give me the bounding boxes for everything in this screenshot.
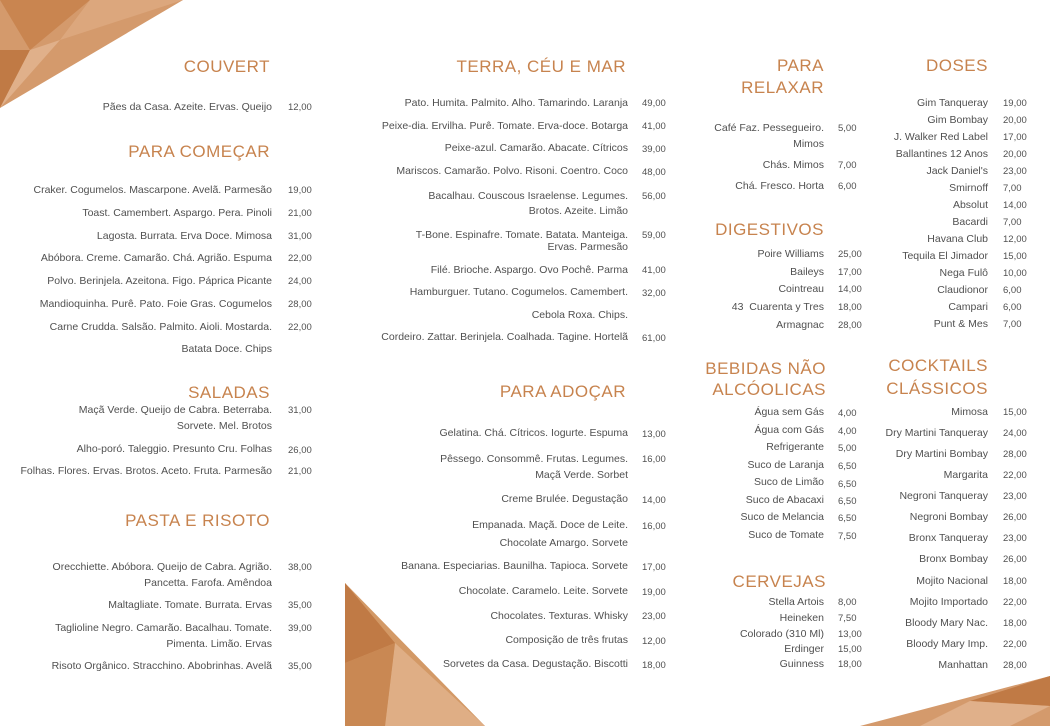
menu-item-price: 17,00 bbox=[838, 267, 862, 278]
menu-item-name: 43 Cuarenta y Tres bbox=[731, 301, 824, 313]
menu-item-price: 19,00 bbox=[642, 587, 666, 598]
menu-item-name: Bronx Bombay bbox=[919, 553, 988, 565]
menu-item-price: 24,00 bbox=[1003, 428, 1027, 439]
menu-item-price: 32,00 bbox=[642, 288, 666, 299]
menu-item-name: Tequila El Jimador bbox=[902, 250, 988, 262]
section-title-couvert: COUVERT bbox=[183, 57, 270, 76]
menu-item-price: 4,00 bbox=[838, 408, 857, 419]
menu-item-name: Cordeiro. Zattar. Berinjela. Coalhada. Tagine. Hortelã bbox=[381, 331, 628, 343]
menu-item-name: Pães da Casa. Azeite. Ervas. Queijo bbox=[102, 101, 272, 113]
menu-item-price: 6,50 bbox=[838, 479, 857, 490]
menu-item-name: Folhas. Flores. Ervas. Brotos. Aceto. Fruta. Parmesão bbox=[20, 465, 272, 477]
menu-item-name: Batata Doce. Chips bbox=[181, 343, 272, 355]
menu-item-name: Toast. Camembert. Aspargo. Pera. Pinoli bbox=[82, 207, 272, 219]
menu-item-name: Havana Club bbox=[927, 233, 988, 245]
menu-item-price: 7,50 bbox=[838, 531, 857, 542]
menu-item-price: 14,00 bbox=[838, 284, 862, 295]
menu-item-name: Cointreau bbox=[778, 283, 824, 295]
menu-item-price: 31,00 bbox=[288, 405, 312, 416]
menu-item-name: Gim Bombay bbox=[927, 114, 988, 126]
menu-item-price: 26,00 bbox=[288, 445, 312, 456]
section-title-para-relaxar: PARA bbox=[776, 56, 824, 75]
menu-item-name: Chocolate. Caramelo. Leite. Sorvete bbox=[458, 585, 628, 597]
menu-item-price: 16,00 bbox=[642, 521, 666, 532]
menu-item-price: 28,00 bbox=[288, 299, 312, 310]
bottom-center-decoration bbox=[345, 583, 485, 726]
menu-item-price: 26,00 bbox=[1003, 554, 1027, 565]
menu-item-price: 24,00 bbox=[288, 276, 312, 287]
menu-item-name: Negroni Bombay bbox=[909, 511, 988, 523]
menu-item-name: Maçã Verde. Queijo de Cabra. Beterraba. bbox=[78, 404, 272, 416]
menu-item-name-line2: Mimos bbox=[793, 138, 824, 150]
menu-item-name: Poire Williams bbox=[757, 248, 824, 260]
menu-item-name: Dry Martini Bombay bbox=[895, 448, 988, 460]
menu-item-price: 15,00 bbox=[1003, 407, 1027, 418]
section-title-saladas: SALADAS bbox=[188, 383, 270, 402]
menu-item-name: Carne Crudda. Salsão. Palmito. Aioli. Mostarda. bbox=[49, 321, 272, 333]
menu-item-price: 7,00 bbox=[1003, 183, 1022, 194]
menu-item-name: Mimosa bbox=[951, 406, 988, 418]
menu-item-name: Pêssego. Consommê. Frutas. Legumes. bbox=[440, 453, 628, 465]
menu-item-price: 18,00 bbox=[1003, 618, 1027, 629]
menu-item-price: 16,00 bbox=[642, 454, 666, 465]
menu-item-price: 23,00 bbox=[642, 611, 666, 622]
menu-item-name: Hamburguer. Tutano. Cogumelos. Camembert. bbox=[409, 286, 628, 298]
menu-item-name-line2: Chocolate Amargo. Sorvete bbox=[499, 537, 628, 549]
menu-item-name: Heineken bbox=[779, 612, 824, 624]
menu-item-name: Suco de Tomate bbox=[748, 529, 824, 541]
menu-item-price: 41,00 bbox=[642, 121, 666, 132]
menu-item-price: 6,00 bbox=[1003, 302, 1022, 313]
menu-item-price: 17,00 bbox=[642, 562, 666, 573]
menu-item-name-line2: Ervas. Parmesão bbox=[547, 241, 628, 253]
menu-item-name: Gim Tanqueray bbox=[916, 97, 988, 109]
menu-item-price: 8,00 bbox=[838, 597, 857, 608]
menu-item-name: Suco de Limão bbox=[753, 476, 824, 488]
menu-item-name: Peixe-azul. Camarão. Abacate. Cítricos bbox=[444, 142, 628, 154]
menu-item-price: 12,00 bbox=[642, 636, 666, 647]
menu-item-price: 6,00 bbox=[1003, 285, 1022, 296]
menu-item-name: Jack Daniel's bbox=[926, 165, 988, 177]
menu-item-name: Sorvetes da Casa. Degustação. Biscotti bbox=[442, 658, 628, 670]
menu-item-price: 17,00 bbox=[1003, 132, 1027, 143]
menu-item-name: Guinness bbox=[779, 658, 824, 670]
menu-item-name: Água com Gás bbox=[754, 424, 824, 436]
menu-item-name: Claudionor bbox=[937, 284, 988, 296]
menu-item-price: 7,00 bbox=[1003, 319, 1022, 330]
menu-item-name: Bloody Mary Imp. bbox=[906, 638, 988, 650]
menu-item-name: Água sem Gás bbox=[754, 406, 824, 418]
menu-item-price: 6,00 bbox=[838, 181, 857, 192]
menu-item-name: Ballantines 12 Anos bbox=[895, 148, 988, 160]
menu-item-price: 21,00 bbox=[288, 466, 312, 477]
menu-item-price: 6,50 bbox=[838, 461, 857, 472]
menu-item-name: Erdinger bbox=[784, 643, 824, 655]
section-title-doses: DOSES bbox=[925, 56, 988, 75]
menu-item-name: Bacardi bbox=[952, 216, 988, 228]
menu-item-price: 13,00 bbox=[838, 629, 862, 640]
menu-item-price: 41,00 bbox=[642, 265, 666, 276]
section-title-cocktails-line2: CLÁSSICOS bbox=[886, 379, 988, 398]
menu-item-name: T-Bone. Espinafre. Tomate. Batata. Manteiga. bbox=[415, 229, 628, 241]
menu-item-price: 23,00 bbox=[1003, 533, 1027, 544]
menu-item-price: 18,00 bbox=[1003, 576, 1027, 587]
top-left-decoration bbox=[0, 0, 190, 110]
menu-item-name: Armagnac bbox=[776, 319, 824, 331]
menu-item-price: 28,00 bbox=[1003, 660, 1027, 671]
menu-item-name: Empanada. Maçã. Doce de Leite. bbox=[472, 519, 628, 531]
section-title-para-comecar: PARA COMEÇAR bbox=[128, 142, 270, 161]
section-title-digestivos: DIGESTIVOS bbox=[715, 220, 824, 239]
menu-item-price: 22,00 bbox=[288, 253, 312, 264]
menu-item-price: 22,00 bbox=[1003, 639, 1027, 650]
menu-item-name: Refrigerante bbox=[766, 441, 824, 453]
bottom-right-decoration bbox=[860, 676, 1050, 726]
menu-item-price: 19,00 bbox=[288, 185, 312, 196]
menu-item-name: Manhattan bbox=[938, 659, 988, 671]
menu-item-price: 18,00 bbox=[642, 660, 666, 671]
menu-item-price: 49,00 bbox=[642, 98, 666, 109]
menu-item-price: 35,00 bbox=[288, 661, 312, 672]
menu-item-price: 56,00 bbox=[642, 191, 666, 202]
menu-item-price: 26,00 bbox=[1003, 512, 1027, 523]
section-title-bebidas-nao-alcoolicas: BEBIDAS NÃO bbox=[705, 359, 826, 378]
menu-item-price: 7,00 bbox=[838, 160, 857, 171]
menu-item-price: 22,00 bbox=[1003, 597, 1027, 608]
menu-item-price: 18,00 bbox=[838, 659, 862, 670]
menu-item-name: Bacalhau. Couscous Israelense. Legumes. bbox=[428, 190, 628, 202]
menu-item-price: 18,00 bbox=[838, 302, 862, 313]
section-title-pasta-e-risoto: PASTA E RISOTO bbox=[125, 511, 270, 530]
menu-item-price: 20,00 bbox=[1003, 149, 1027, 160]
menu-item-name-line2: Sorvete. Mel. Brotos bbox=[176, 420, 272, 432]
menu-item-name: Suco de Laranja bbox=[747, 459, 824, 471]
menu-item-price: 22,00 bbox=[1003, 470, 1027, 481]
menu-item-name: Creme Brulée. Degustação bbox=[501, 493, 628, 505]
menu-item-price: 14,00 bbox=[642, 495, 666, 506]
menu-item-name: Colorado (310 Ml) bbox=[739, 628, 824, 640]
menu-item-name: Absolut bbox=[952, 199, 988, 211]
menu-item-price: 38,00 bbox=[288, 562, 312, 573]
menu-item-price: 4,00 bbox=[838, 426, 857, 437]
menu-item-name: Margarita bbox=[943, 469, 988, 481]
menu-item-name: Dry Martini Tanqueray bbox=[885, 427, 988, 439]
section-title-para-adocar: PARA ADOÇAR bbox=[499, 382, 626, 401]
menu-item-name: Suco de Abacaxi bbox=[745, 494, 824, 506]
menu-item-name: Craker. Cogumelos. Mascarpone. Avelã. Parmesão bbox=[33, 184, 272, 196]
menu-item-name: Filé. Brioche. Aspargo. Ovo Pochê. Parma bbox=[430, 264, 628, 276]
menu-item-price: 31,00 bbox=[288, 231, 312, 242]
menu-item-name: Chás. Mimos bbox=[762, 159, 824, 171]
menu-item-name: Alho-poró. Taleggio. Presunto Cru. Folhas bbox=[76, 443, 272, 455]
menu-item-price: 23,00 bbox=[1003, 166, 1027, 177]
menu-item-name: Peixe-dia. Ervilha. Purê. Tomate. Erva-doce. Botarga bbox=[381, 120, 628, 132]
menu-item-price: 10,00 bbox=[1003, 268, 1027, 279]
menu-item-price: 14,00 bbox=[1003, 200, 1027, 211]
menu-item-name-line2: Maçã Verde. Sorbet bbox=[535, 469, 628, 481]
menu-item-name: J. Walker Red Label bbox=[893, 131, 988, 143]
menu-item-name: Negroni Tanqueray bbox=[899, 490, 988, 502]
section-title-bebidas-line2: ALCÓOLICAS bbox=[712, 380, 826, 399]
menu-item-name: Baileys bbox=[790, 266, 824, 278]
menu-item-name: Campari bbox=[948, 301, 988, 313]
menu-item-price: 39,00 bbox=[288, 623, 312, 634]
menu-item-price: 23,00 bbox=[1003, 491, 1027, 502]
menu-item-name: Lagosta. Burrata. Erva Doce. Mimosa bbox=[96, 230, 272, 242]
menu-item-price: 25,00 bbox=[838, 249, 862, 260]
menu-item-price: 22,00 bbox=[288, 322, 312, 333]
menu-item-name: Taglioline Negro. Camarão. Bacalhau. Tomate. bbox=[55, 622, 272, 634]
menu-item-name: Gelatina. Chá. Cítricos. Iogurte. Espuma bbox=[439, 427, 628, 439]
menu-item-name: Pato. Humita. Palmito. Alho. Tamarindo. Laranja bbox=[404, 97, 628, 109]
menu-item-name: Mojito Importado bbox=[909, 596, 988, 608]
menu-item-name-line2: Pimenta. Limão. Ervas bbox=[166, 638, 272, 650]
menu-item-price: 12,00 bbox=[288, 102, 312, 113]
menu-item-name: Mandioquinha. Purê. Pato. Foie Gras. Cogumelos bbox=[39, 298, 272, 310]
menu-item-price: 7,00 bbox=[1003, 217, 1022, 228]
menu-item-price: 5,00 bbox=[838, 443, 857, 454]
menu-item-name: Abóbora. Creme. Camarão. Chá. Agrião. Espuma bbox=[40, 252, 272, 264]
menu-item-name: Chá. Fresco. Horta bbox=[735, 180, 824, 192]
menu-item-name: Banana. Especiarias. Baunilha. Tapioca. Sorvete bbox=[401, 560, 628, 572]
menu-item-name: Smirnoff bbox=[949, 182, 988, 194]
menu-item-price: 28,00 bbox=[1003, 449, 1027, 460]
menu-item-name: Composição de três frutas bbox=[505, 634, 628, 646]
menu-item-name: Nega Fulô bbox=[939, 267, 988, 279]
menu-item-name: Café Faz. Pessegueiro. bbox=[714, 122, 824, 134]
section-title-cervejas: CERVEJAS bbox=[732, 572, 826, 591]
menu-item-name: Risoto Orgânico. Stracchino. Abobrinhas. Avelã bbox=[51, 660, 272, 672]
menu-item-price: 59,00 bbox=[642, 230, 666, 241]
menu-item-name-line2: Brotos. Azeite. Limão bbox=[528, 205, 628, 217]
menu-item-name: Bloody Mary Nac. bbox=[905, 617, 988, 629]
menu-item-price: 48,00 bbox=[642, 167, 666, 178]
menu-item-price: 15,00 bbox=[838, 644, 862, 655]
menu-item-price: 35,00 bbox=[288, 600, 312, 611]
menu-item-name: Suco de Melancia bbox=[740, 511, 824, 523]
menu-item-name: Stella Artois bbox=[768, 596, 824, 608]
menu-item-price: 7,50 bbox=[838, 613, 857, 624]
menu-item-price: 28,00 bbox=[838, 320, 862, 331]
section-title-terra-ceu-e-mar: TERRA, CÉU E MAR bbox=[456, 57, 626, 76]
menu-item-name: Orecchiette. Abóbora. Queijo de Cabra. Agrião. bbox=[52, 561, 272, 573]
menu-item-price: 39,00 bbox=[642, 144, 666, 155]
section-title-cocktails-classicos: COCKTAILS bbox=[888, 356, 988, 375]
menu-item-name: Bronx Tanqueray bbox=[908, 532, 988, 544]
menu-item-name: Mojito Nacional bbox=[916, 575, 988, 587]
menu-item-price: 20,00 bbox=[1003, 115, 1027, 126]
menu-item-price: 5,00 bbox=[838, 123, 857, 134]
menu-item-price: 21,00 bbox=[288, 208, 312, 219]
menu-item-name: Punt & Mes bbox=[933, 318, 988, 330]
menu-item-price: 12,00 bbox=[1003, 234, 1027, 245]
menu-item-name: Cebola Roxa. Chips. bbox=[531, 309, 628, 321]
menu-item-name: Polvo. Berinjela. Azeitona. Figo. Páprica Picante bbox=[47, 275, 272, 287]
menu-item-price: 19,00 bbox=[1003, 98, 1027, 109]
menu-item-name: Chocolates. Texturas. Whisky bbox=[490, 610, 628, 622]
menu-item-price: 61,00 bbox=[642, 333, 666, 344]
menu-item-price: 13,00 bbox=[642, 429, 666, 440]
menu-item-price: 6,50 bbox=[838, 496, 857, 507]
menu-item-price: 15,00 bbox=[1003, 251, 1027, 262]
menu-item-name: Maltagliate. Tomate. Burrata. Ervas bbox=[108, 599, 272, 611]
menu-item-name: Mariscos. Camarão. Polvo. Risoni. Coentro. Coco bbox=[396, 165, 628, 177]
menu-item-price: 6,50 bbox=[838, 513, 857, 524]
menu-item-name-line2: Pancetta. Farofa. Amêndoa bbox=[144, 577, 272, 589]
section-title-para-relaxar-line2: RELAXAR bbox=[741, 78, 824, 97]
